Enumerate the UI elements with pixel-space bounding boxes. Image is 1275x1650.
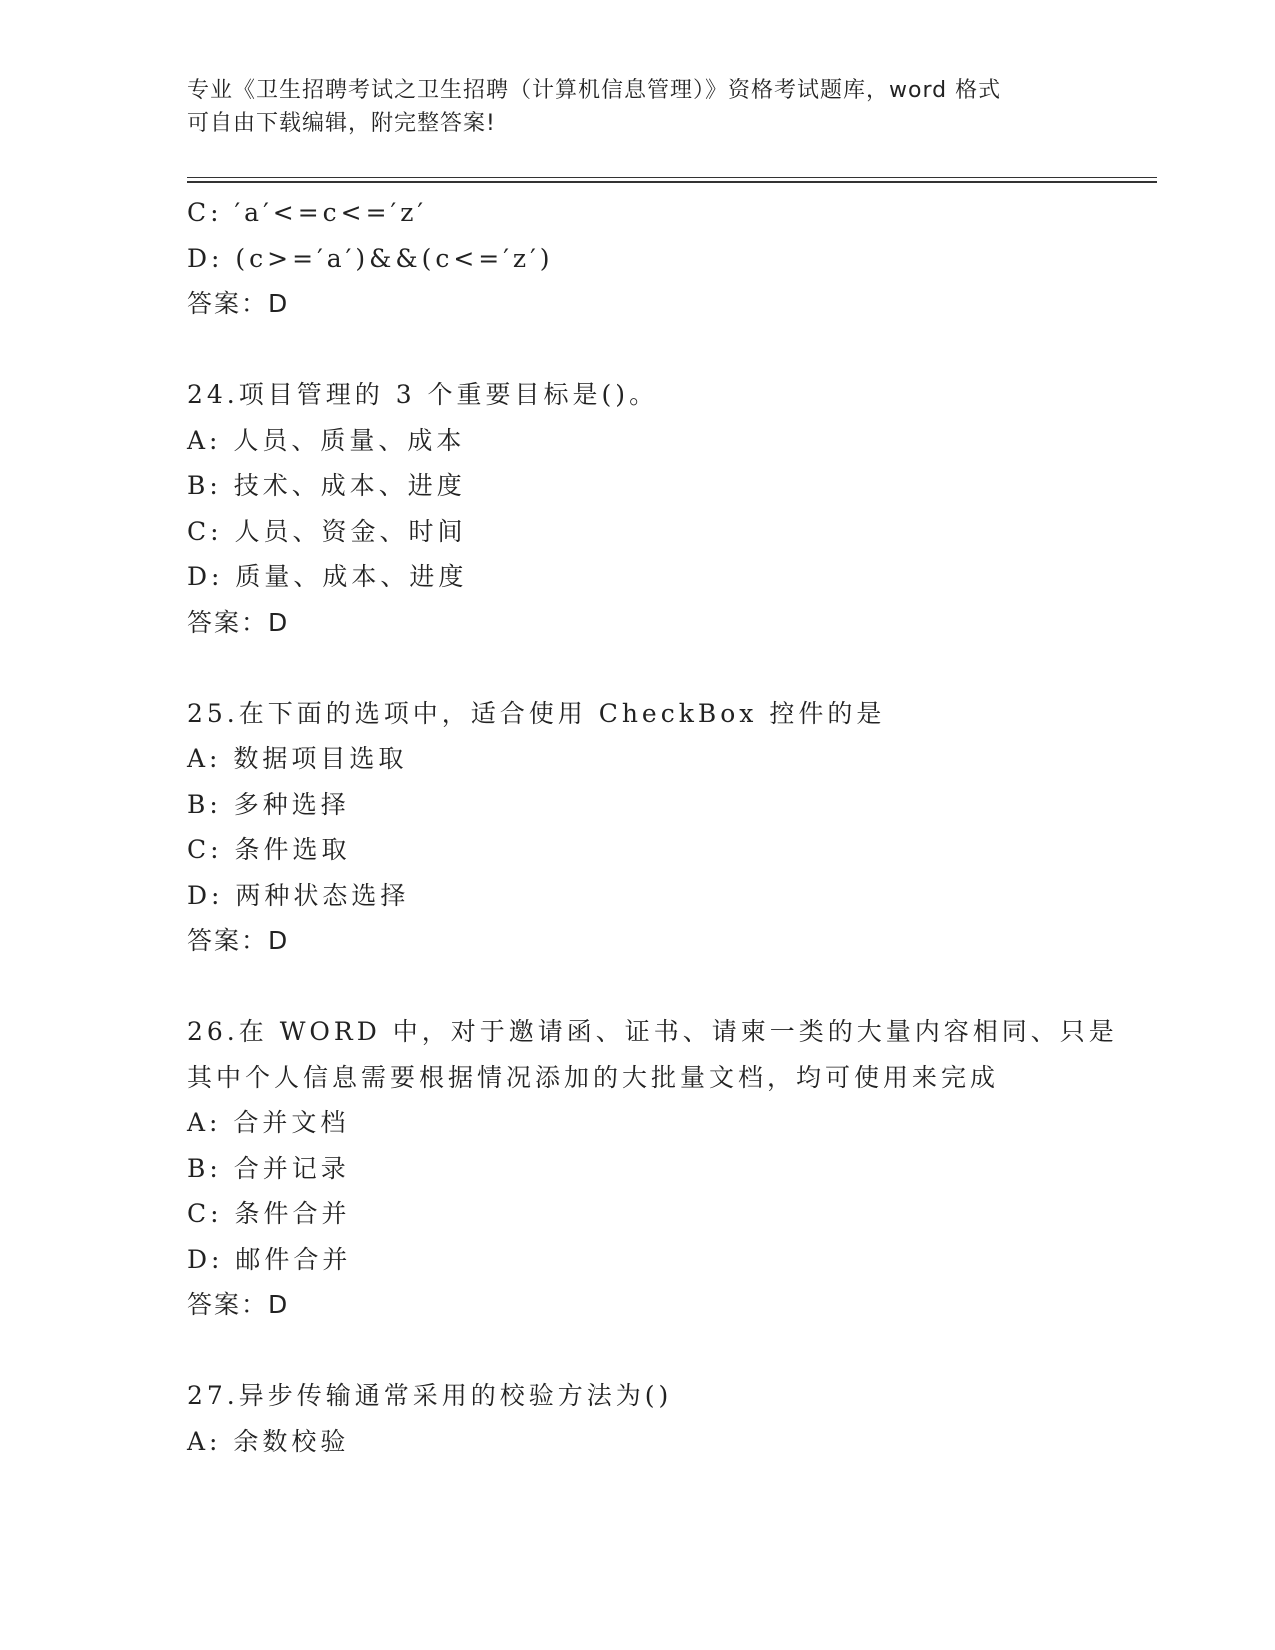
spacer: [187, 964, 1147, 1010]
answer-line: 答案：D: [187, 607, 290, 637]
option-d: D: 两种状态选择: [187, 880, 410, 910]
option-c: C: ′a′<=c<=′z′: [187, 198, 428, 227]
question-list: [187, 190, 1147, 1464]
option-a: A: 人员、质量、成本: [187, 425, 466, 455]
option-c: C: 条件选取: [187, 835, 351, 864]
header-divider-thick: [187, 181, 1157, 183]
question-text: 24.项目管理的 3 个重要目标是()。: [187, 380, 659, 409]
document-header: [187, 74, 1087, 140]
spacer: [187, 1328, 1147, 1374]
question-text: 25.在下面的选项中，适合使用 CheckBox 控件的是: [187, 698, 886, 728]
question-block-27: [187, 1373, 1147, 1464]
option-a: A: 余数校验: [187, 1426, 350, 1456]
option-b: B: 技术、成本、进度: [187, 471, 466, 500]
option-a: A: 数据项目选取: [187, 744, 408, 773]
answer-line: 答案：D: [187, 926, 290, 955]
spacer: [187, 645, 1147, 691]
option-a: A: 合并文档: [187, 1108, 350, 1137]
header-line-1: 专业《卫生招聘考试之卫生招聘（计算机信息管理）》资格考试题库，word 格式: [187, 78, 1002, 103]
question-block-23: [187, 190, 1147, 327]
header-divider-thin: [187, 177, 1157, 178]
option-b: B: 合并记录: [187, 1153, 350, 1183]
question-text: 27.异步传输通常采用的校验方法为(): [187, 1381, 673, 1410]
question-text-line-2: 其中个人信息需要根据情况添加的大批量文档，均可使用来完成: [187, 1062, 1000, 1092]
header-line-2: 可自由下载编辑，附完整答案!: [187, 111, 496, 136]
option-d: D: 质量、成本、进度: [187, 562, 468, 591]
answer-line: 答案：D: [187, 289, 290, 318]
question-block-24: [187, 372, 1147, 645]
option-b: B: 多种选择: [187, 789, 350, 819]
option-d: D: 邮件合并: [187, 1244, 352, 1274]
question-text-line-1: 26.在 WORD 中，对于邀请函、证书、请柬一类的大量内容相同、只是: [187, 1017, 1118, 1046]
option-c: C: 人员、资金、时间: [187, 516, 467, 546]
question-block-25: [187, 691, 1147, 964]
spacer: [187, 327, 1147, 373]
question-block-26: [187, 1009, 1147, 1328]
answer-line: 答案：D: [187, 1290, 290, 1319]
option-d: D: (c>=′a′)&&(c<=′z′): [187, 243, 554, 273]
option-c: C: 条件合并: [187, 1199, 351, 1228]
